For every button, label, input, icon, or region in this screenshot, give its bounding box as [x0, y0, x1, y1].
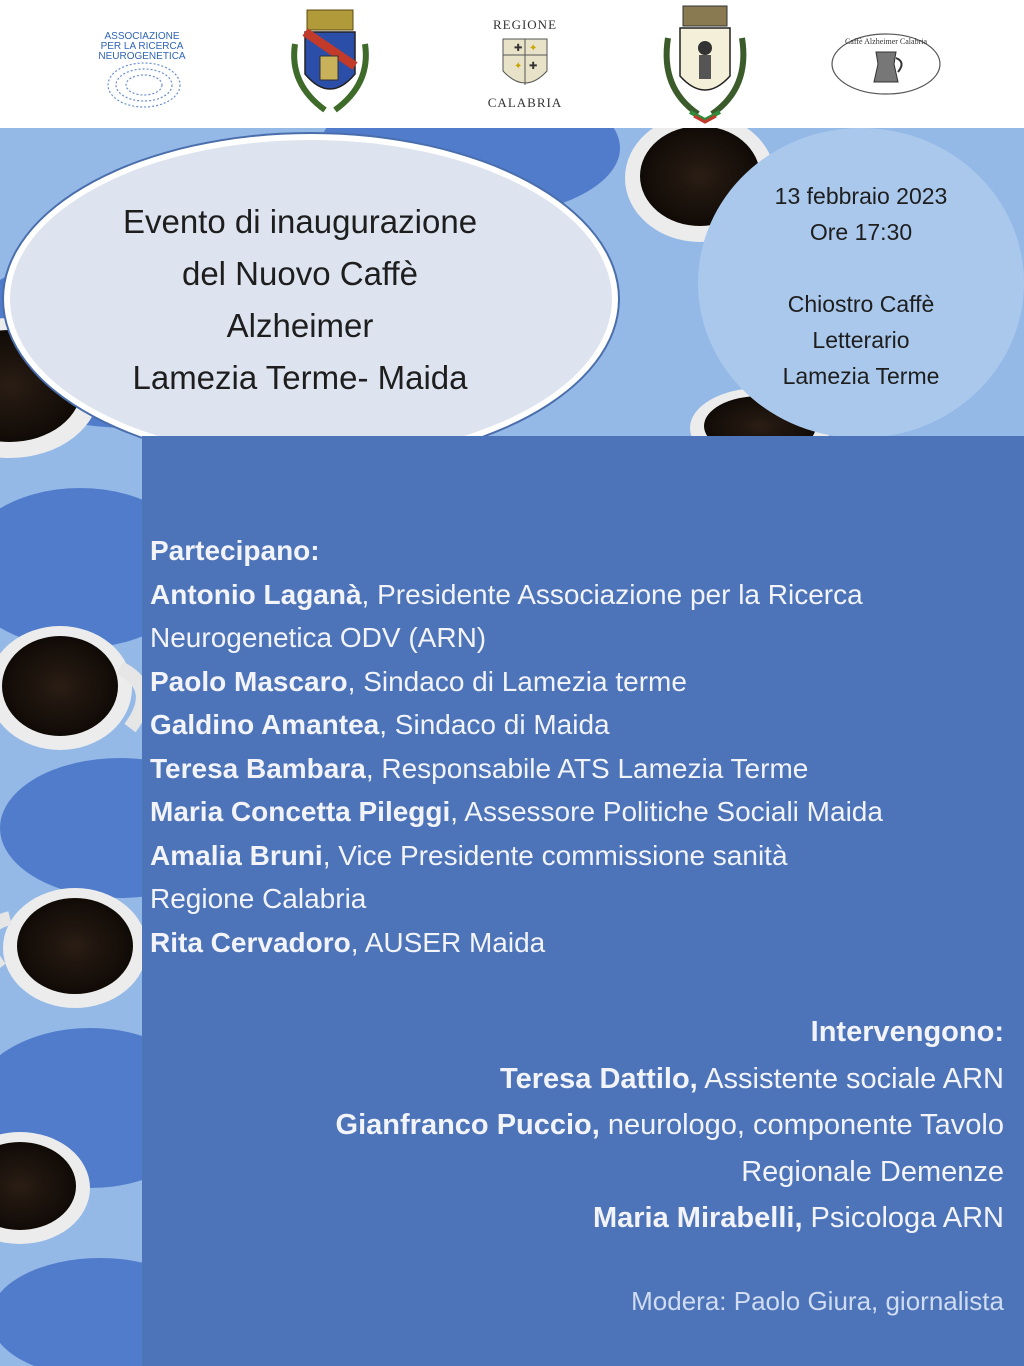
participant-role: , Sindaco di Lamezia terme	[347, 665, 687, 697]
participant-role-cont: Neurogenetica ODV (ARN)	[150, 622, 487, 653]
participants-heading: Partecipano:	[150, 535, 320, 566]
participant-row	[150, 790, 1000, 834]
arn-line2: PER LA RICERCA	[100, 41, 184, 52]
regione-calabria-logo	[480, 0, 570, 128]
title-line: del Nuovo Caffè	[181, 255, 419, 292]
logo-header	[0, 0, 1024, 128]
svg-text:✚: ✚	[514, 43, 523, 54]
speaker-role: Psicologa ARN	[802, 1202, 1004, 1234]
speakers-heading: Intervengono:	[810, 1016, 1004, 1048]
participant-row	[150, 834, 1000, 878]
title-line: Evento di inaugurazione	[122, 203, 478, 240]
crest-icon	[650, 2, 760, 126]
participant-name: Paolo Mascaro	[150, 665, 348, 697]
arn-brain-icon	[92, 9, 192, 119]
event-date: 13 febbraio 2023	[774, 183, 948, 209]
participants-section	[150, 529, 1000, 964]
coffee-pot-icon	[830, 24, 942, 104]
participant-role: , Responsabile ATS Lamezia Terme	[365, 752, 809, 784]
event-place: Chiostro Caffè	[787, 291, 935, 317]
arn-line3: NEUROGENETICA	[98, 51, 186, 62]
participant-row	[150, 921, 1000, 965]
maida-crest	[650, 0, 760, 128]
event-place: Lamezia Terme	[782, 363, 940, 389]
speaker-name: Gianfranco Puccio,	[335, 1109, 600, 1141]
calabria-label: CALABRIA	[487, 95, 563, 110]
participant-name: Rita Cervadoro	[150, 926, 351, 958]
participant-name: Antonio Laganà	[150, 578, 362, 610]
regione-shield-icon	[495, 33, 555, 95]
participant-role-cont: Regione Calabria	[150, 883, 367, 914]
participant-name: Galdino Amantea	[150, 709, 380, 740]
participant-role: , Vice Presidente commissione sanità	[322, 839, 788, 871]
participant-name: Maria Concetta Pileggi	[150, 796, 451, 827]
speakers-section	[144, 1009, 1004, 1242]
crest-icon	[275, 4, 385, 124]
participant-name: Amalia Bruni	[150, 839, 323, 871]
speaker-role: Assistente sociale ARN	[697, 1062, 1004, 1095]
participant-role: , AUSER Maida	[350, 926, 546, 958]
lamezia-crest	[275, 0, 385, 128]
svg-text:✦: ✦	[514, 61, 523, 72]
arn-logo	[92, 0, 192, 128]
speaker-row	[144, 1056, 1004, 1103]
participant-row	[150, 747, 1000, 791]
speaker-row	[144, 1102, 1004, 1149]
regione-label: REGIONE	[492, 17, 558, 32]
speaker-role: neurologo, componente Tavolo	[599, 1109, 1004, 1141]
participant-name: Teresa Bambara	[150, 752, 366, 784]
arn-line1: ASSOCIAZIONE	[104, 31, 180, 42]
caffe-alzheimer-calabria-logo	[830, 0, 942, 128]
date-place-info	[730, 178, 992, 394]
participant-role: , Sindaco di Maida	[379, 709, 610, 740]
event-time: Ore 17:30	[809, 219, 913, 245]
moderator-line: Modera: Paolo Giura, giornalista	[631, 1286, 1004, 1316]
participant-row	[150, 660, 1000, 704]
title-line: Alzheimer	[226, 307, 374, 344]
title-line: Lamezia Terme- Maida	[132, 359, 468, 396]
speaker-name: Teresa Dattilo,	[500, 1062, 698, 1095]
svg-text:✚: ✚	[529, 61, 538, 72]
speaker-name: Maria Mirabelli,	[592, 1202, 803, 1234]
participant-row	[150, 703, 1000, 747]
event-title	[40, 196, 560, 404]
participant-role: , Assessore Politiche Sociali Maida	[450, 796, 883, 827]
participant-row	[150, 573, 1000, 617]
speaker-row	[144, 1195, 1004, 1242]
event-place: Letterario	[812, 327, 910, 353]
caffe-logo-text: Caffè Alzheimer Calabria	[844, 37, 928, 46]
speaker-role-cont: Regionale Demenze	[741, 1155, 1004, 1188]
participant-role: , Presidente Associazione per la Ricerca	[361, 578, 863, 610]
svg-text:✦: ✦	[529, 43, 538, 54]
